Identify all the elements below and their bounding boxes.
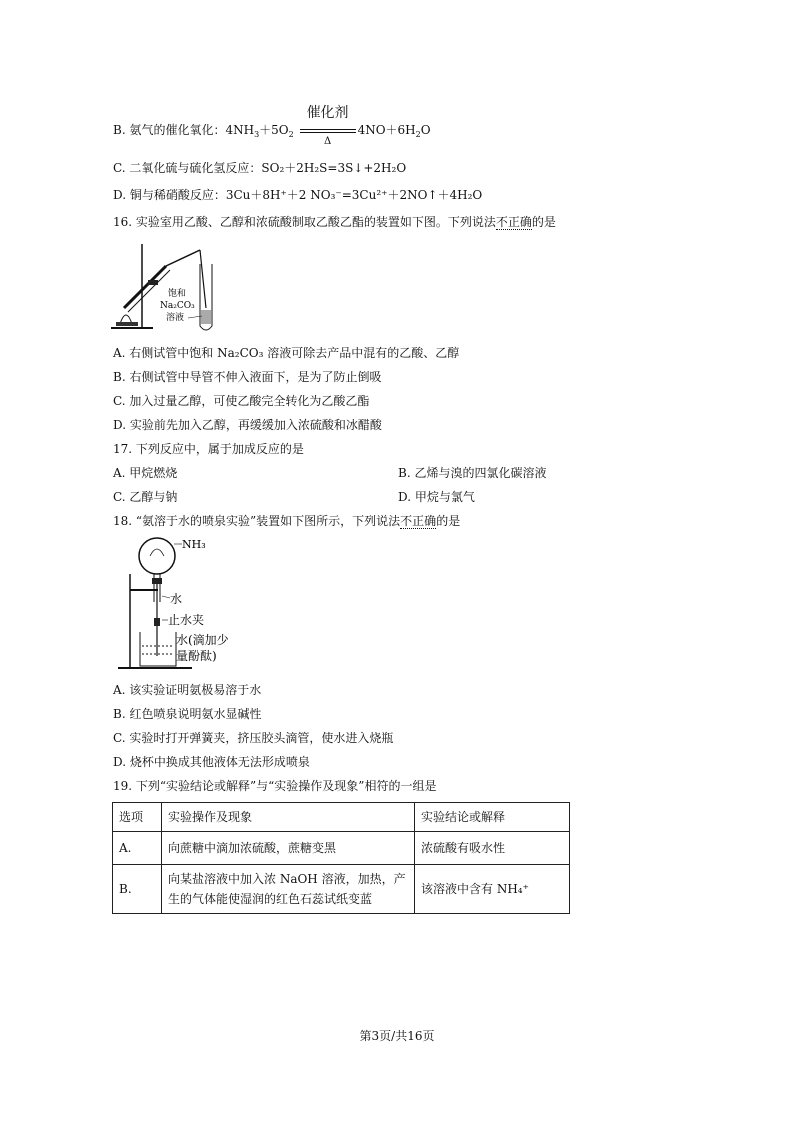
page-footer: 第3页/共16页 [359,1029,435,1043]
fig-label-beaker-2: 量酚酞) [176,649,217,663]
fig-label-nh3: NH₃ [182,538,206,551]
row-a-operation: 向蔗糖中滴加浓硫酸，蔗糖变黑 [162,832,415,865]
header-operation: 实验操作及现象 [162,803,415,832]
q16-option-b: B. 右侧试管中导管不伸入液面下，是为了防止倒吸 [113,370,382,384]
q15-option-d: D. 铜与稀硝酸反应：3Cu＋8H⁺＋2 NO₃⁻=3Cu²⁺＋2NO↑＋4H₂O [113,188,483,202]
catalyst-label: 催化剂 [306,104,349,121]
fig-label-solution: 溶液 [166,313,185,323]
row-b-operation: 向某盐溶液中加入浓 NaOH 溶液，加热，产 生的气体能使湿润的红色石蕊试纸变蓝 [162,865,415,914]
row-b-option: B. [113,865,162,914]
fig-label-na2co3: Na₂CO₃ [160,301,195,311]
row-a-conclusion: 浓硫酸有吸水性 [415,832,570,865]
fountain-apparatus-figure [112,534,252,674]
q16-option-a: A. 右侧试管中饱和 Na₂CO₃ 溶液可除去产品中混有的乙酸、乙醇 [113,346,460,360]
q16-option-d: D. 实验前先加入乙醇，再缓缓加入浓硫酸和冰醋酸 [113,418,382,432]
q18-stem: 18. “氨溶于水的喷泉实验”装置如下图所示，下列说法不正确的是 [113,514,461,528]
ester-apparatus-figure [108,236,223,336]
delta-label: Δ [323,135,332,147]
q18-option-a: A. 该实验证明氨极易溶于水 [113,683,262,697]
table-row [113,832,570,865]
q16-stem: 16. 实验室用乙酸、乙醇和浓硫酸制取乙酸乙酯的装置如下图。下列说法不正确的是 [113,215,556,229]
q18-option-d: D. 烧杯中换成其他液体无法形成喷泉 [113,755,310,769]
fig-label-beaker-1: 水(滴加少 [176,633,229,647]
header-option: 选项 [113,803,162,832]
table-header-row [113,803,570,832]
q17-option-c: C. 乙醇与钠 [113,490,178,504]
q17-stem: 17. 下列反应中，属于加成反应的是 [113,442,304,456]
q19-table [112,802,570,914]
header-conclusion: 实验结论或解释 [415,803,570,832]
q19-stem: 19. 下列“实验结论或解释”与“实验操作及现象”相符的一组是 [113,779,437,793]
q17-option-a: A. 甲烷燃烧 [113,466,178,480]
row-b-conclusion: 该溶液中含有 NH₄⁺ [415,865,570,914]
q17-option-d: D. 甲烷与氯气 [398,490,475,504]
q17-option-b: B. 乙烯与溴的四氯化碳溶液 [398,466,547,480]
q18-option-b: B. 红色喷泉说明氨水显碱性 [113,707,262,721]
table-row [113,865,570,914]
fig-label-saturated: 饱和 [168,289,187,299]
catalyst-arrow [298,104,358,147]
fig-label-clamp: 止水夹 [168,613,205,627]
q15-option-b: B. 氨气的催化氧化：$4NH_3+5O_2$ $\frac{\text{催化剂}}{\Delta}$ $4NO+6H_2O$ [113,122,431,143]
q18-option-c: C. 实验时打开弹簧夹，挤压胶头滴管，使水进入烧瓶 [113,731,394,745]
row-a-option: A. [113,832,162,865]
q16-option-c: C. 加入过量乙醇，可使乙酸完全转化为乙酸乙酯 [113,394,370,408]
q15-option-c: C. 二氧化硫与硫化氢反应：SO₂＋2H₂S=3S↓+2H₂O [113,161,407,175]
fig-label-water: 水 [170,592,183,606]
